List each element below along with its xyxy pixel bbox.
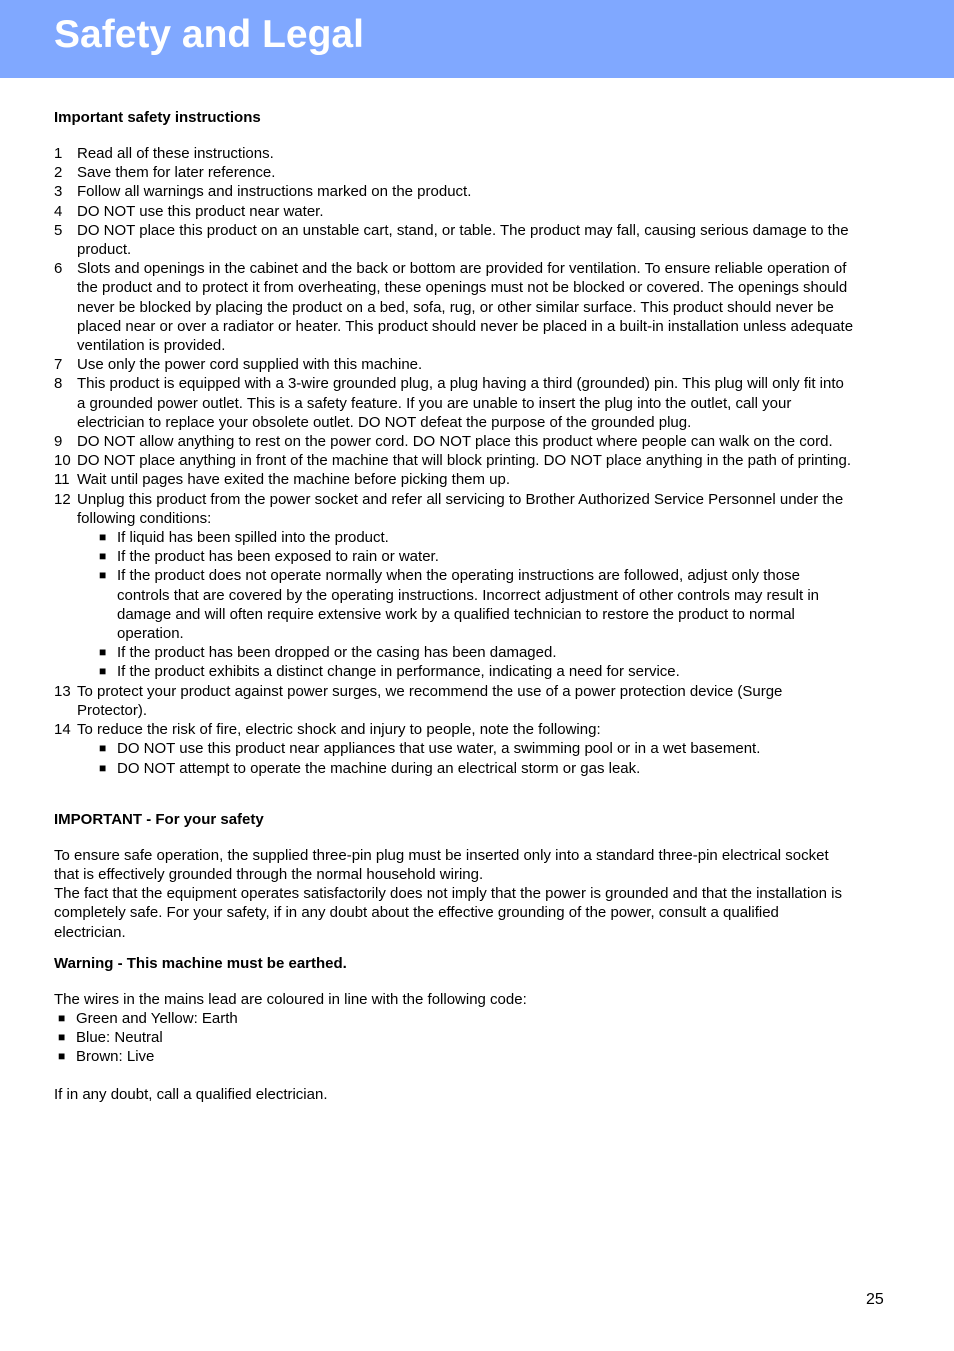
item-number: 13 [54,682,71,700]
sub-list-item [54,759,854,778]
list-item [54,432,854,451]
item-text: To reduce the risk of fire, electric shock and injury to people, note the following: [77,721,601,739]
sub-item-text: If liquid has been spilled into the product. [117,529,389,547]
item-number: 5 [54,221,63,239]
sub-item-text: If the product has been exposed to rain or water. [117,548,439,566]
sub-list-item [54,528,854,547]
item-text: Wait until pages have exited the machine before picking them up. [77,471,511,489]
item-number: 7 [54,356,63,374]
item-text: To protect your product against power surges, we recommend the use of a power protection device (Surge Protector). [77,682,783,719]
list-item [54,1047,854,1066]
document-body [54,108,854,1104]
item-number: 4 [54,202,63,220]
square-bullet-icon: ■ [99,664,107,679]
page-title: Safety and Legal [54,13,364,56]
item-text: DO NOT allow anything to rest on the power cord. DO NOT place this product where people can walk on the cord. [77,433,833,451]
item-text: Save them for later reference. [77,164,276,182]
item-text: Unplug this product from the power socket and refer all servicing to Brother Authorized Service Personnel under the following conditions: [77,490,844,527]
list-item-text: Blue: Neutral [76,1029,163,1047]
sub-item-text: DO NOT use this product near appliances that use water, a swimming pool or in a wet basement. [117,740,761,758]
paragraph: To ensure safe operation, the supplied three-pin plug must be inserted only into a standard three-pin electrical socket that is effectively grounded through the normal household wiring. [54,846,829,883]
square-bullet-icon: ■ [99,741,107,756]
item-number: 8 [54,375,63,393]
sub-list-item [54,547,854,566]
item-number: 10 [54,452,71,470]
title-banner [0,0,954,78]
list-item [54,221,854,259]
sub-item-text: If the product does not operate normally when the operating instructions are followed, adjust only those controls that are covered by the operating instructions. Incorrect adjustment of other controls may result in damage and will often require extensive work by a qualified technician to restore the product to normal operation. [117,567,820,643]
list-item [54,1028,854,1047]
sub-item-text: DO NOT attempt to operate the machine during an electrical storm or gas leak. [117,759,641,777]
wire-colour-list [54,1009,854,1067]
sub-list-item [54,662,854,681]
item-number: 2 [54,164,63,182]
item-text: Read all of these instructions. [77,145,274,162]
list-item [54,470,854,489]
section-heading-warning: Warning - This machine must be earthed. [54,954,347,972]
square-bullet-icon: ■ [99,530,107,545]
paragraph: The wires in the mains lead are coloured in line with the following code: [54,990,527,1008]
square-bullet-icon: ■ [99,645,107,660]
paragraph: If in any doubt, call a qualified electrician. [54,1085,328,1103]
item-text: Follow all warnings and instructions marked on the product. [77,183,472,201]
sub-list-item [54,643,854,662]
list-item [54,202,854,221]
item-number: 11 [54,471,70,489]
list-item [54,355,854,374]
sub-item-text: If the product has been dropped or the casing has been damaged. [117,644,557,662]
list-item [54,163,854,182]
list-item [54,682,854,720]
item-text: This product is equipped with a 3-wire grounded plug, a plug having a third (grounded) pin. This plug will only fit into a grounded power outlet. This is a safety feature. If you are unable to insert the plug into the outlet, call your electrician to replace your obsolete outlet. DO NOT defeat the purpose of the grounded plug. [77,375,844,431]
item-text: Use only the power cord supplied with this machine. [77,356,423,374]
safety-instructions-list [54,144,854,778]
sub-list-item [54,739,854,758]
square-bullet-icon: ■ [99,549,107,564]
item-text: DO NOT place this product on an unstable cart, stand, or table. The product may fall, causing serious damage to the product. [77,221,849,259]
item-text: DO NOT place anything in front of the machine that will block printing. DO NOT place anything in the path of printing. [77,452,852,470]
list-item [54,259,854,355]
list-item [54,374,854,432]
sub-list-item [54,566,854,643]
square-bullet-icon: ■ [58,1049,66,1064]
item-number: 1 [54,145,63,162]
list-item [54,182,854,201]
item-number: 9 [54,433,63,451]
list-item [54,720,854,739]
square-bullet-icon: ■ [99,760,107,775]
item-number: 6 [54,260,63,278]
list-item [54,451,854,470]
list-item-text: Brown: Live [76,1048,155,1066]
item-14-sublist [54,739,854,777]
item-text: Slots and openings in the cabinet and the back or bottom are provided for ventilation. To ensure reliable operation of the product and to protect it from overheating, these openings must not be blocked or covered. The openings should never be blocked by placing the product on a bed, sofa, rug, or other similar surface. This product should never be placed near or over a radiator or heater. This product should never be placed in a built-in installation unless adequate ventilation is provided. [77,260,854,355]
list-item [54,144,854,163]
item-number: 12 [54,490,71,508]
page-number: 25 [866,1291,884,1308]
item-text: DO NOT use this product near water. [77,202,324,220]
paragraph: The fact that the equipment operates satisfactorily does not imply that the power is grounded and that the installation is completely safe. For your safety, if in any doubt about the effective grounding of the power, consult a qualified electrician. [54,885,842,941]
item-number: 3 [54,183,63,201]
square-bullet-icon: ■ [58,1030,66,1045]
list-item-text: Green and Yellow: Earth [76,1009,238,1027]
item-number: 14 [54,721,71,739]
item-12-sublist [54,528,854,682]
section-heading-safety-instructions: Important safety instructions [54,109,261,126]
section-heading-important: IMPORTANT - For your safety [54,810,264,828]
sub-item-text: If the product exhibits a distinct change in performance, indicating a need for service. [117,663,680,681]
square-bullet-icon: ■ [58,1010,66,1025]
list-item [54,1009,854,1028]
square-bullet-icon: ■ [99,568,107,583]
list-item [54,490,854,528]
